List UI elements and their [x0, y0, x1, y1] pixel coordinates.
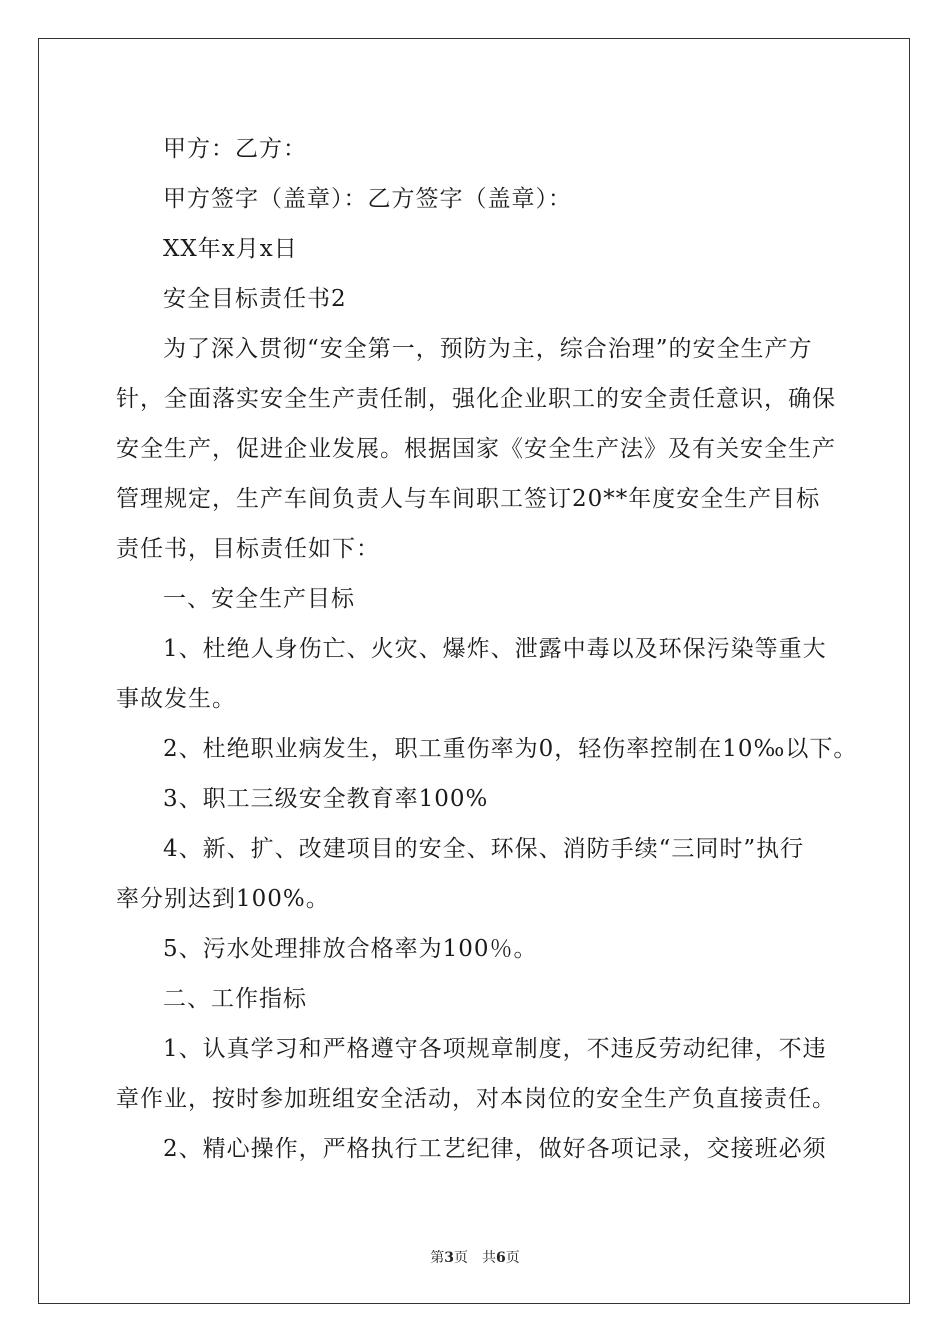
list-item: [116, 724, 858, 774]
intro-line: 安全生产，促进企业发展。根据国家《安全生产法》及有关安全生产: [116, 436, 836, 462]
list-item: [116, 1124, 836, 1174]
list-item: [116, 624, 836, 724]
intro-paragraph: [116, 324, 836, 574]
list-item-line: 1、杜绝人身伤亡、火灾、爆炸、泄露中毒以及环保污染等重大: [163, 636, 827, 662]
list-item: [116, 924, 836, 974]
page-suffix: 页: [505, 1250, 520, 1266]
intro-line: 管理规定，生产车间负责人与车间职工签订20**年度安全生产目标: [116, 486, 821, 512]
signature-line: 甲方签字（盖章）：乙方签字（盖章）：: [163, 186, 572, 212]
document-body: [116, 124, 858, 1174]
list-item: [116, 774, 836, 824]
list-item-line: 率分别达到100%。: [116, 886, 330, 912]
page-mid: 页 共: [454, 1250, 496, 1266]
page-footer: [0, 1247, 950, 1267]
list-item-line: 2、精心操作，严格执行工艺纪律，做好各项记录，交接班必须: [163, 1136, 827, 1162]
section-heading: 二、工作指标: [163, 986, 307, 1012]
list-item-line: 章作业，按时参加班组安全活动，对本岗位的安全生产负直接责任。: [116, 1086, 836, 1112]
document-title: 安全目标责任书2: [163, 286, 347, 312]
intro-line: 针，全面落实安全生产责任制，强化企业职工的安全责任意识，确保: [116, 386, 836, 412]
list-item-line: 2、杜绝职业病发生，职工重伤率为0，轻伤率控制在10‰以下。: [163, 736, 858, 762]
list-item-line: 1、认真学习和严格遵守各项规章制度，不违反劳动纪律，不违: [163, 1036, 827, 1062]
date-line: XX年x月x日: [163, 236, 298, 262]
intro-line: 为了深入贯彻“安全第一，预防为主，综合治理”的安全生产方: [163, 336, 813, 362]
list-item-line: 5、污水处理排放合格率为100％。: [163, 936, 538, 962]
list-item-line: 事故发生。: [116, 686, 236, 712]
section-heading: 一、安全生产目标: [163, 586, 355, 612]
current-page-number: 3: [444, 1250, 454, 1266]
total-page-number: 6: [496, 1250, 506, 1266]
intro-line: 责任书，目标责任如下：: [116, 536, 380, 562]
list-item: [116, 1024, 836, 1124]
list-item-line: 4、新、扩、改建项目的安全、环保、消防手续“三同时”执行: [163, 836, 805, 862]
page-prefix: 第: [430, 1250, 445, 1266]
list-item: [116, 824, 836, 924]
party-line: 甲方：乙方：: [163, 136, 307, 162]
list-item-line: 3、职工三级安全教育率100%: [163, 786, 489, 812]
